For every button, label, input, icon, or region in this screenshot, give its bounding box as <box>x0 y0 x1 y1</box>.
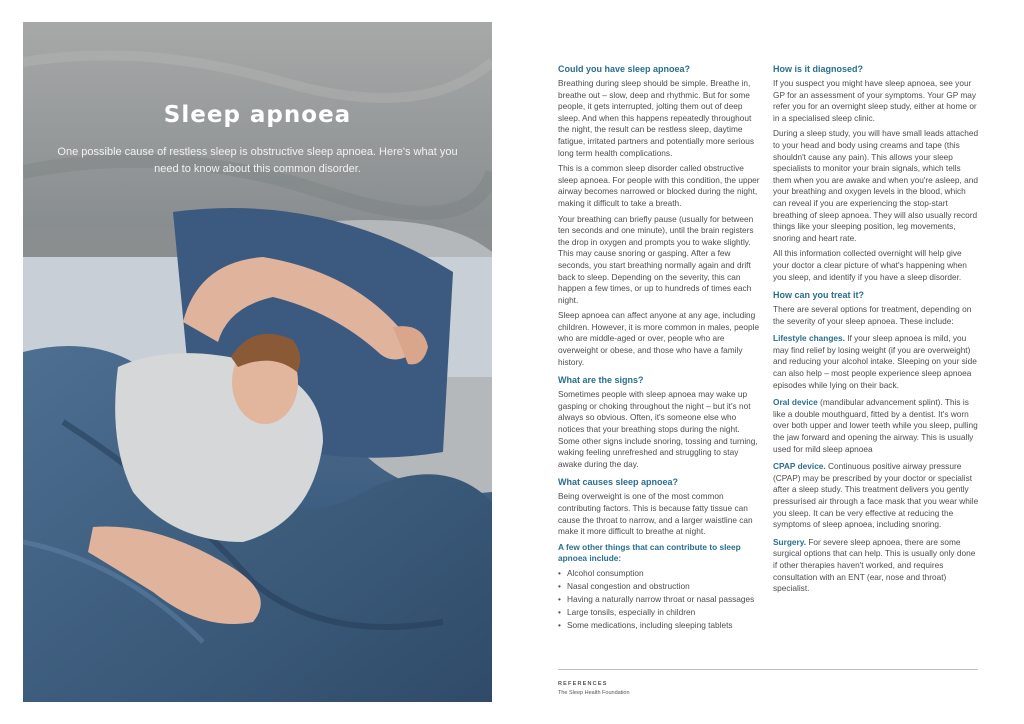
divider <box>558 669 978 670</box>
list-item: • Alcohol consumption <box>558 568 762 580</box>
treatment-label: Oral device <box>773 397 818 408</box>
references-heading: REFERENCES <box>558 681 608 687</box>
article-column-2 <box>773 63 979 601</box>
paragraph: There are several options for treatment, depending on the severity of your sleep apnoea. These include: <box>773 304 972 326</box>
treatment-text: For severe sleep apnoea, there are some surgical options that can help. This is usually only done if other therapies haven't worked, and requires consultation with an ENT (ear, nose and throat) specialist. <box>773 536 976 594</box>
heading-signs: What are the signs? <box>558 375 644 386</box>
treatment-label: Surgery. <box>773 536 807 547</box>
list-item: • Some medications, including sleeping tablets <box>558 620 762 632</box>
hero-photo <box>23 22 492 702</box>
article-column-1 <box>558 63 762 633</box>
references-text: The Sleep Health Foundation <box>558 690 630 696</box>
page-subtitle: One possible cause of restless sleep is obstructive sleep apnoea. Here's what you need to know about this common disorder. <box>57 146 458 175</box>
paragraph: All this information collected overnight will help give your doctor a clear picture of what's happening when you sleep, and identify if you have a sleep disorder. <box>773 248 967 282</box>
heading-treat: How can you treat it? <box>773 290 865 301</box>
paragraph: Being overweight is one of the most common contributing factors. This is because fatty tissue can cause the throat to narrow, and a larger waistline can make it more difficult to breathe at night. <box>558 491 753 537</box>
treatment-lifestyle <box>773 333 979 391</box>
paragraph: During a sleep study, you will have small leads attached to your head and body using creams and tape (this shouldn't cause any pain). This allows your sleep specialists to monitor your brain signals, which tells them when you are awake and when you're asleep, and your breathing and oxygen levels in the blood, which can reveal if you are experiencing the stop-start breathing of sleep apnoea. They will also usually record things like your sleeping position, leg movements, snoring and heart rate. <box>773 128 979 243</box>
heading-could-you-have: Could you have sleep apnoea? <box>558 64 691 74</box>
treatment-text: Continuous positive airway pressure (CPAP) may be prescribed by your doctor or specialist after a sleep study. This treatment delivers you gently pressurised air through a face mask that you wear while you sleep. It can be very effective at reducing the symptoms of sleep apnoea, including snoring. <box>773 461 979 530</box>
list-item: • Nasal congestion and obstruction <box>558 581 762 593</box>
paragraph: Your breathing can briefly pause (usually for between ten seconds and one minute), until the brain registers the drop in oxygen and prompts you to wake slightly. This may cause snoring or gasping. After a few seconds, you start breathing normally again and drift back to sleep. Depending on the severity, this can happen a few times, or up to hundreds of times each night. <box>558 213 754 305</box>
paragraph: Breathing during sleep should be simple. Breathe in, breathe out – slow, deep and rhythmic. But for some people, it gets interrupted, jolting them out of deep sleep. And when this happens repeatedly throughout the night, the result can be restless sleep, daytime fatigue, irritated partners and potentially more serious long term health complications. <box>558 78 755 158</box>
treatment-label: Lifestyle changes. <box>773 333 845 344</box>
heading-causes: What causes sleep apnoea? <box>558 477 679 488</box>
paragraph: This is a common sleep disorder called obstructive sleep apnoea. For people with this condition, the upper airway becomes narrowed or blocked during the night, making it difficult to take a breath. <box>558 163 760 208</box>
treatment-oral-device <box>773 397 979 455</box>
paragraph: If you suspect you might have sleep apnoea, see your GP for an assessment of your symptoms. Your GP may refer you for an overnight sleep study, either at home or in a specialised sleep clinic. <box>773 78 977 123</box>
treatment-label: CPAP device. <box>773 461 826 472</box>
heading-diagnosed: How is it diagnosed? <box>773 64 864 74</box>
list-item: • Having a naturally narrow throat or nasal passages <box>558 594 762 606</box>
treatment-text: If your sleep apnoea is mild, you may find relief by losing weight (if you are overweight) and reducing your alcohol intake. Sleeping on your side can also help – most people experience sleep apnoea episodes while lying on their back. <box>773 333 977 390</box>
paragraph: Sleep apnoea can affect anyone at any age, including children. However, it is more common in males, people who are middle-aged or over, people who are overweight or obese, and those who have a family history. <box>558 310 760 367</box>
list-item: • Large tonsils, especially in children <box>558 607 762 619</box>
page-title: Sleep apnoea <box>163 102 352 128</box>
treatment-text: (mandibular advancement splint). This is like a double mouthguard, fitted by a dentist. It's worn over both upper and lower teeth while you sleep, pulling the jaw forward and opening the airway. This is usually used for mild sleep apnoea <box>773 397 978 454</box>
contributors-list <box>558 568 762 632</box>
treatment-cpap <box>773 461 979 531</box>
treatment-surgery <box>773 537 979 595</box>
subheading-contributors: A few other things that can contribute to sleep apnoea include: <box>558 541 741 564</box>
paragraph: Sometimes people with sleep apnoea may wake up gasping or choking throughout the night – but it's not always so obvious. Often, it's someone else who notices that your breathing stops during the night. Some other signs include snoring, tossing and turning, waking feeling unrefreshed and struggling to stay awake during the day. <box>558 389 758 469</box>
